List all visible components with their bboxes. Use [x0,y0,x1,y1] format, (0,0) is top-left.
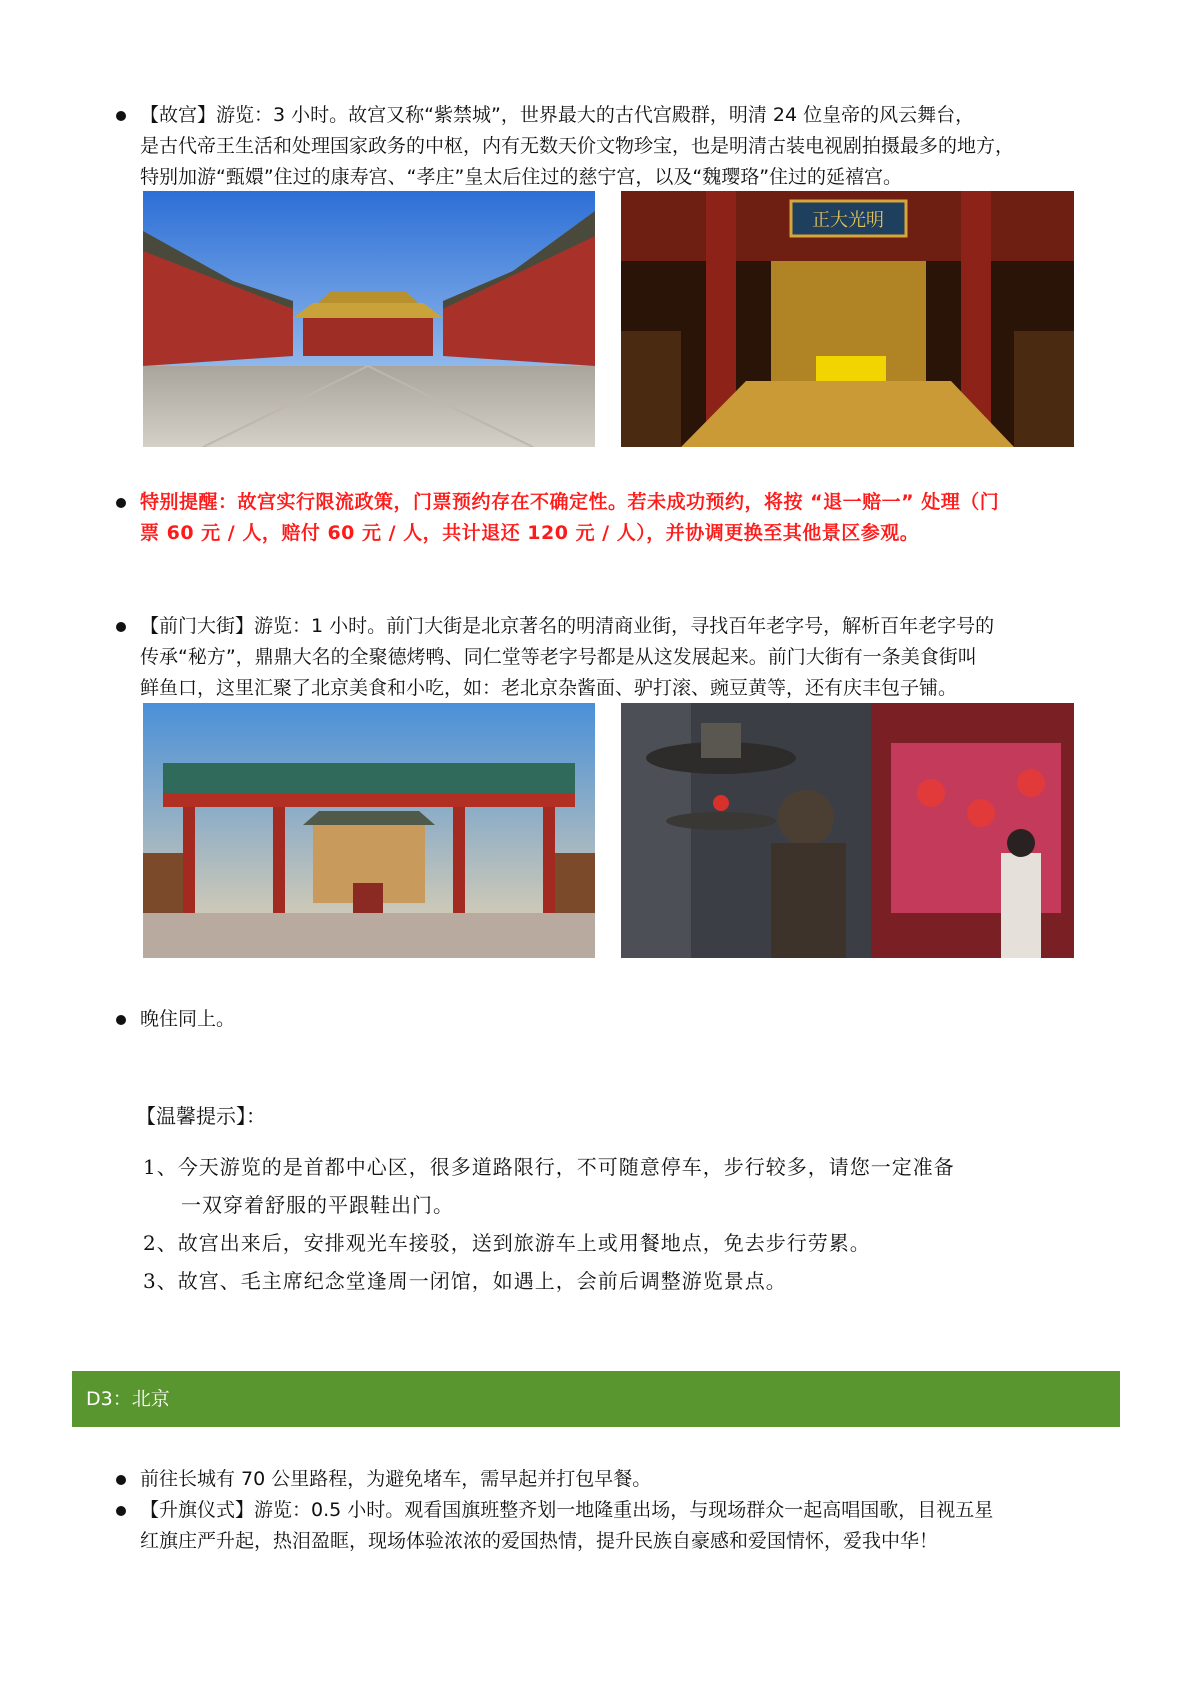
bullet-dot-icon [116,111,126,121]
tips-item-1-a: 1、今天游览的是首都中心区，很多道路限行，不可随意停车，步行较多，请您一定准备 [143,1155,955,1179]
qianmen-bullet [114,611,1090,704]
warning-paragraph [114,487,1090,549]
tips-item-2: 2、故宫出来后，安排观光车接驳，送到旅游车上或用餐地点，免去步行劳累。 [143,1231,871,1255]
qianmen-paragraph [114,611,1090,704]
throne-plaque-text: 正大光明 [812,210,884,231]
gugong-line-1: 【故宫】游览：3 小时。故宫又称“紫禁城”，世界最大的古代宫殿群，明清 24 位皇帝的风云舞台， [140,104,975,126]
throne-hall-photo [621,191,1074,447]
qianmen-line-1: 【前门大街】游览：1 小时。前门大街是北京著名的明清商业街，寻找百年老字号，解析百年老字号的 [140,615,995,637]
stay-bullet [114,1004,1090,1035]
warning-bullet [114,487,1090,549]
qianmen-line-2: 传承“秘方”，鼎鼎大名的全聚德烤鸭、同仁堂等老字号都是从这发展起来。前门大街有一条美食街叫 [140,646,977,668]
warning-line-2: 票 60 元 / 人，赔付 60 元 / 人，共计退还 120 元 / 人），并协调更换至其他景区参观。 [140,522,920,544]
forbidden-city-gate-photo [143,191,595,447]
tips-title: 【温馨提示】： [136,1104,266,1128]
warning-line-1: 特别提醒：故宫实行限流政策，门票预约存在不确定性。若未成功预约，将按 “退一赔一” 处理（门 [140,491,1000,513]
day3-header-bar: D3：北京 [72,1371,1120,1427]
day3-bullet-2-line-2: 红旗庄严升起，热泪盈眶，现场体验浓浓的爱国热情，提升民族自豪感和爱国情怀，爱我中华！ [140,1530,939,1552]
day3-bullet-2 [114,1495,1090,1557]
gugong-line-3: 特别加游“甄嬛”住过的康寿宫、“孝庄”皇太后住过的慈宁宫，以及“魏璎珞”住过的延禧宫。 [140,166,903,188]
gugong-bullet [114,100,1090,193]
bullet-dot-icon [116,1015,126,1025]
day3-list [114,1464,1090,1557]
gugong-paragraph [114,100,1090,193]
bullet-dot-icon [116,1506,126,1516]
bronze-statue-photo [621,703,1074,958]
stay-paragraph [114,1004,1090,1035]
tips-list [143,1148,1093,1300]
bullet-dot-icon [116,498,126,508]
qianmen-line-3: 鲜鱼口，这里汇聚了北京美食和小吃，如：老北京杂酱面、驴打滚、豌豆黄等，还有庆丰包子铺。 [140,677,958,699]
tips-item-1-b: 一双穿着舒服的平跟鞋出门。 [181,1193,454,1217]
day3-bullet-1 [114,1464,1090,1495]
day3-bullet-1-text: 前往长城有 70 公里路程，为避免堵车，需早起并打包早餐。 [140,1468,652,1490]
qianmen-archway-photo [143,703,595,958]
bullet-dot-icon [116,1475,126,1485]
stay-text: 晚住同上。 [140,1008,236,1030]
bullet-dot-icon [116,622,126,632]
tips-item-3: 3、故宫、毛主席纪念堂逢周一闭馆，如遇上，会前后调整游览景点。 [143,1269,787,1293]
gugong-line-2: 是古代帝王生活和处理国家政务的中枢，内有无数天价文物珍宝，也是明清古装电视剧拍摄最多的地方， [140,135,1015,157]
day3-bullet-2-line-1: 【升旗仪式】游览：0.5 小时。观看国旗班整齐划一地隆重出场，与现场群众一起高唱国歌，目视五星 [140,1499,994,1521]
